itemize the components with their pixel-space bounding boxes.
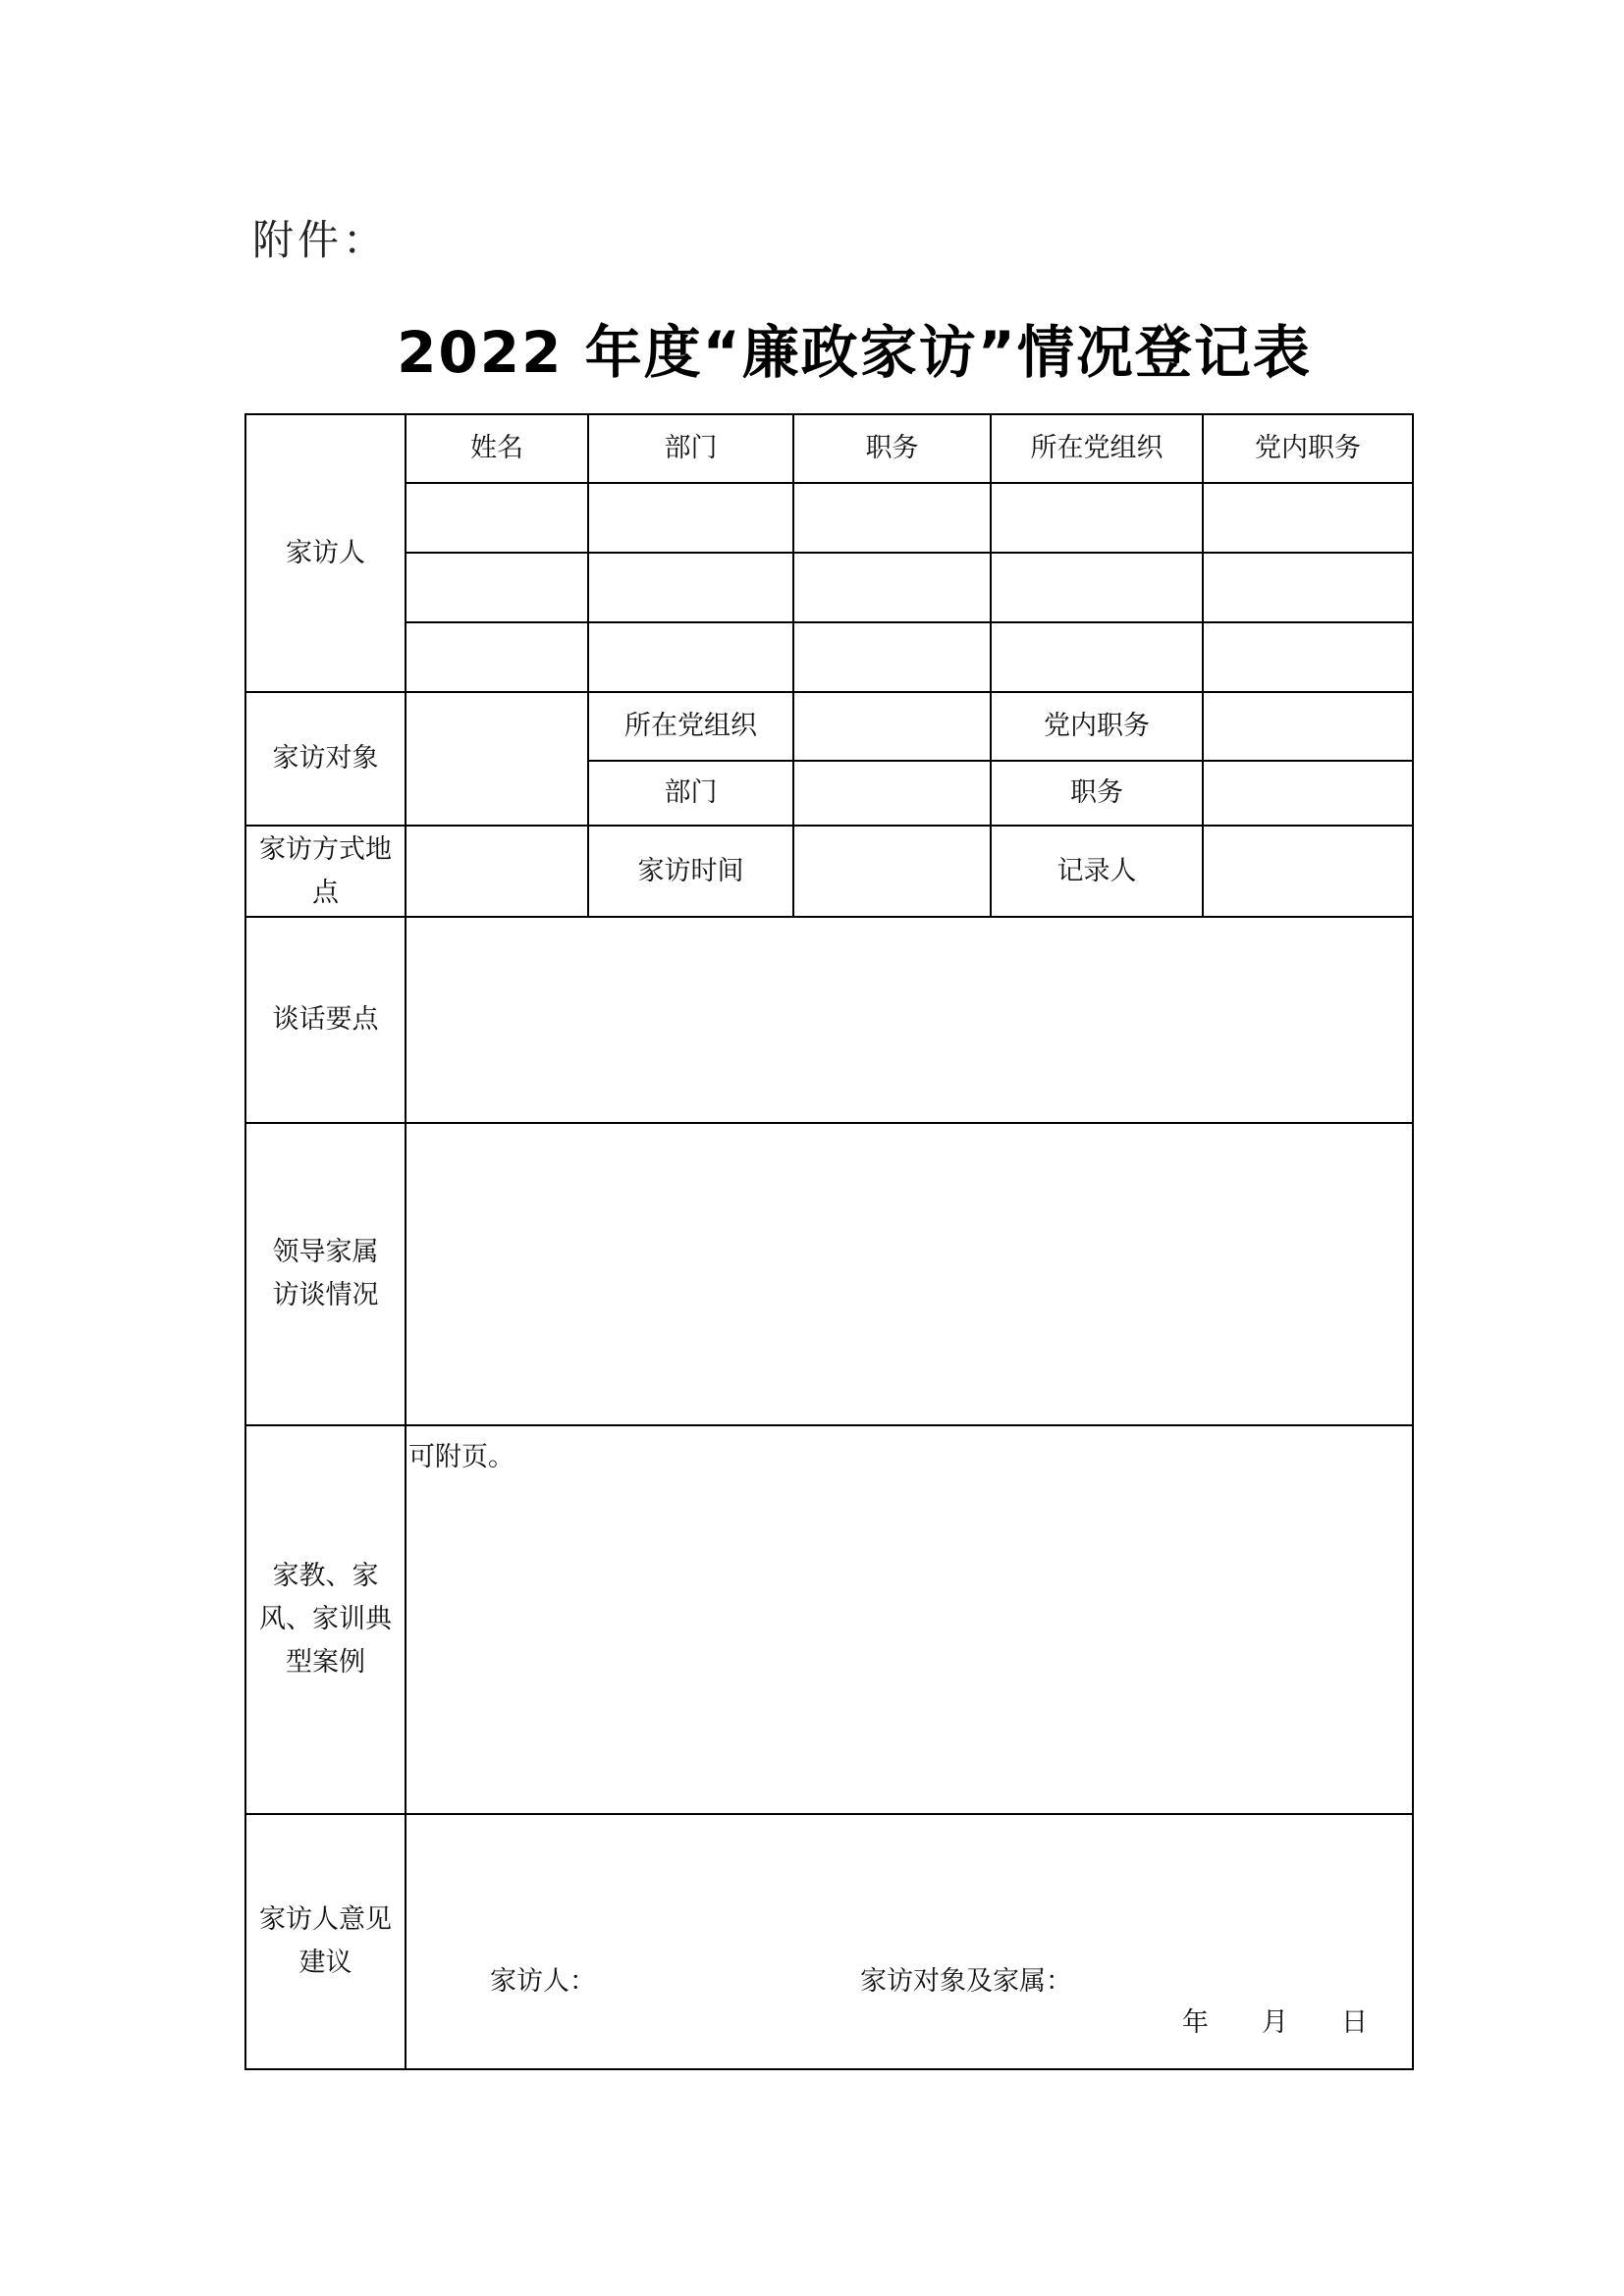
sign-target-label: 家访对象及家属： bbox=[860, 1966, 1072, 1997]
visitor-party-position-cell[interactable] bbox=[1203, 622, 1413, 692]
date-line: 年 月 日 bbox=[1182, 2007, 1368, 2038]
family-interview-cell[interactable] bbox=[406, 1123, 1413, 1425]
target-position-cell[interactable] bbox=[1203, 761, 1413, 826]
sign-visitor-label: 家访人： bbox=[490, 1966, 596, 1997]
time-cell[interactable] bbox=[793, 826, 991, 917]
opinion-cell[interactable] bbox=[406, 1814, 1413, 2069]
target-party-org-label: 所在党组织 bbox=[588, 692, 793, 761]
visitor-name-cell[interactable] bbox=[406, 553, 588, 622]
visitor-party-org-cell[interactable] bbox=[991, 483, 1203, 553]
visitor-party-position-cell[interactable] bbox=[1203, 553, 1413, 622]
column-header-department: 部门 bbox=[588, 414, 793, 483]
page-title: 2022 年度“廉政家访”情况登记表 bbox=[397, 319, 1312, 386]
cases-cell[interactable] bbox=[406, 1425, 1413, 1814]
cases-label: 家教、家风、家训典型案例 bbox=[245, 1425, 406, 1814]
opinion-row bbox=[245, 1814, 1413, 2069]
target-department-cell[interactable] bbox=[793, 761, 991, 826]
cases-row bbox=[245, 1425, 1413, 1814]
opinion-label: 家访人意见建议 bbox=[245, 1814, 406, 2069]
visitor-department-cell[interactable] bbox=[588, 483, 793, 553]
target-name-cell[interactable] bbox=[406, 692, 588, 826]
visitor-label: 家访人 bbox=[245, 414, 406, 692]
family-interview-label: 领导家属访谈情况 bbox=[245, 1123, 406, 1425]
visitor-department-cell[interactable] bbox=[588, 553, 793, 622]
method-cell[interactable] bbox=[406, 826, 588, 917]
visitor-row bbox=[245, 483, 1413, 553]
column-header-position: 职务 bbox=[793, 414, 991, 483]
talk-points-row bbox=[245, 917, 1413, 1123]
visitor-department-cell[interactable] bbox=[588, 622, 793, 692]
target-party-position-label: 党内职务 bbox=[991, 692, 1203, 761]
visitor-position-cell[interactable] bbox=[793, 622, 991, 692]
talk-points-cell[interactable] bbox=[406, 917, 1413, 1123]
recorder-cell[interactable] bbox=[1203, 826, 1413, 917]
registration-form bbox=[244, 413, 1414, 2070]
visitor-party-org-cell[interactable] bbox=[991, 622, 1203, 692]
visitor-party-position-cell[interactable] bbox=[1203, 483, 1413, 553]
method-label: 家访方式地点 bbox=[245, 826, 406, 917]
target-party-org-cell[interactable] bbox=[793, 692, 991, 761]
target-party-position-cell[interactable] bbox=[1203, 692, 1413, 761]
target-position-label: 职务 bbox=[991, 761, 1203, 826]
visitor-position-cell[interactable] bbox=[793, 553, 991, 622]
method-row bbox=[245, 826, 1413, 917]
recorder-label: 记录人 bbox=[991, 826, 1203, 917]
visitor-row bbox=[245, 553, 1413, 622]
attachment-label: 附件： bbox=[252, 216, 389, 264]
target-department-label: 部门 bbox=[588, 761, 793, 826]
time-label: 家访时间 bbox=[588, 826, 793, 917]
target-label: 家访对象 bbox=[245, 692, 406, 826]
column-header-name: 姓名 bbox=[406, 414, 588, 483]
cases-note: 可附页。 bbox=[408, 1442, 514, 1472]
column-header-party-position: 党内职务 bbox=[1203, 414, 1413, 483]
visitor-party-org-cell[interactable] bbox=[991, 553, 1203, 622]
visitor-name-cell[interactable] bbox=[406, 483, 588, 553]
target-row bbox=[245, 692, 1413, 761]
visitor-name-cell[interactable] bbox=[406, 622, 588, 692]
column-header-party-org: 所在党组织 bbox=[991, 414, 1203, 483]
talk-points-label: 谈话要点 bbox=[245, 917, 406, 1123]
visitor-row bbox=[245, 622, 1413, 692]
visitor-position-cell[interactable] bbox=[793, 483, 991, 553]
family-interview-row bbox=[245, 1123, 1413, 1425]
visitor-header-row bbox=[245, 414, 1413, 483]
